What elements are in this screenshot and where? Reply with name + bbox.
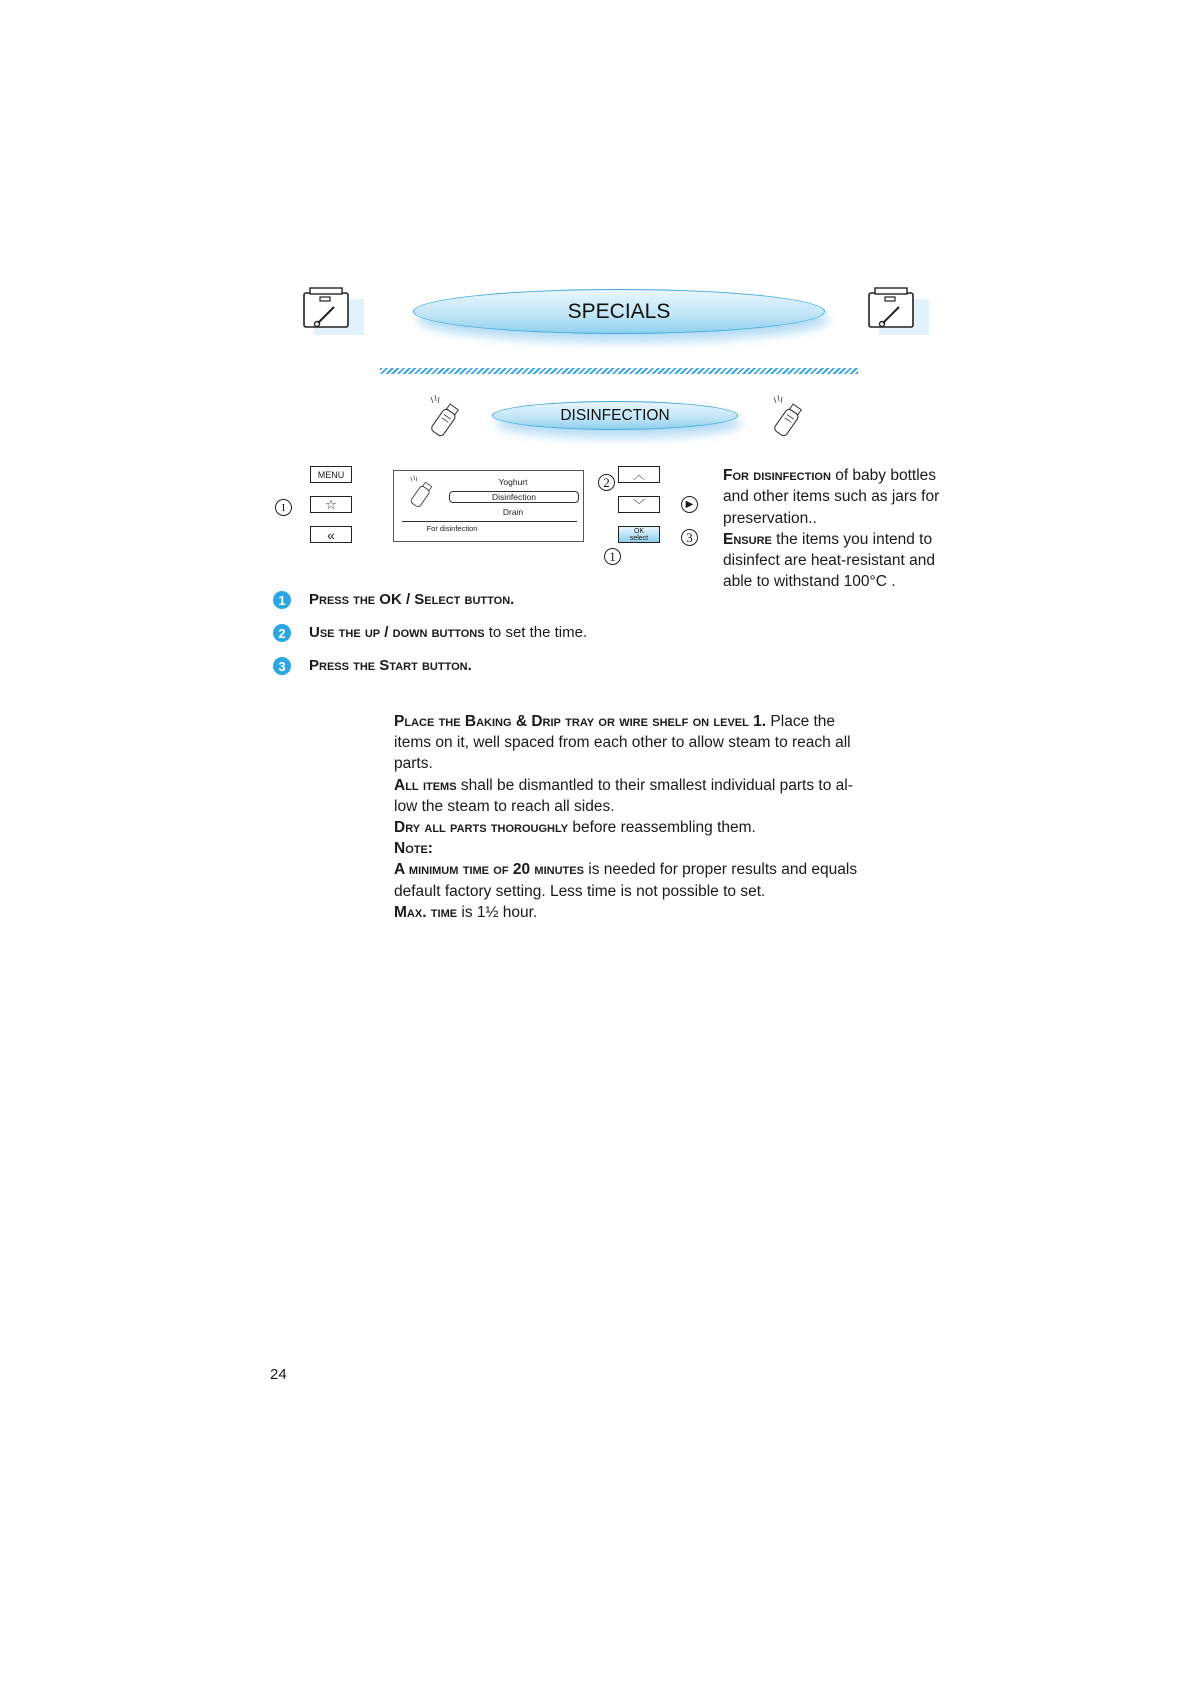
subsection-title-pill — [492, 401, 738, 430]
back-button[interactable] — [310, 526, 352, 543]
paragraph-dry: Dry all parts thoroughly before reassembling them. — [394, 819, 756, 837]
down-chevron-icon: ﹀ — [632, 498, 645, 512]
oven-wrench-icon — [300, 285, 370, 350]
side-note-ensure: Ensure — [723, 530, 772, 548]
spray-bottle-icon — [406, 475, 440, 511]
step-3-text: Press the Start button. — [309, 657, 472, 674]
star-icon: ☆ — [325, 496, 337, 512]
menu-item-yoghurt: Yoghurt — [498, 477, 528, 487]
callout-3: 3 — [681, 529, 698, 546]
step-1-text: Press the OK / Select button. — [309, 591, 515, 608]
section-title-pill — [413, 289, 825, 334]
up-chevron-icon: ︿ — [632, 468, 645, 482]
side-note — [723, 465, 948, 593]
step-badge-1: 1 — [273, 591, 291, 609]
paragraph-dismantle: All items shall be dismantled to their smallest individual parts to al-low the steam to reach all sides. — [394, 776, 853, 815]
paragraph-min-time: A minimum time of 20 minutes is needed for proper results and equals default factory setting. Less time is not possible to set. — [394, 861, 858, 900]
page-number: 24 — [270, 1366, 287, 1383]
favorite-button[interactable] — [310, 496, 352, 513]
start-button[interactable] — [681, 496, 698, 513]
paragraph-placement: Place the Baking & Drip tray or wire shelf on level 1. Place the items on it, well spaced from each other to allow steam to reach all parts. — [394, 713, 851, 773]
page-title: SPECIALS — [567, 299, 671, 323]
callout-1: 1 — [604, 548, 621, 565]
spray-bottle-icon — [768, 395, 812, 446]
section-subtitle: DISINFECTION — [560, 406, 670, 424]
side-note-lead-text: of baby bottles and other items such as jars for preservation.. — [723, 467, 940, 527]
menu-button[interactable]: MENU — [310, 466, 352, 483]
side-note-ensure-text: the items you intend to disinfect are heat-resistant and able to withstand 100°C . — [723, 530, 935, 591]
up-button[interactable] — [618, 466, 660, 483]
side-note-lead: For disinfection — [723, 467, 831, 484]
callout-2: 2 — [598, 474, 615, 491]
step-badge-2: 2 — [273, 624, 291, 642]
double-chevron-left-icon: « — [327, 526, 335, 543]
display-screen — [393, 470, 584, 542]
instructions-body — [394, 711, 874, 923]
screen-caption: For disinfection — [426, 524, 478, 533]
step-2-text: Use the up / down buttons to set the time. — [309, 624, 588, 641]
menu-item-disinfection-selected: Disinfection — [449, 491, 579, 503]
paragraph-max-time: Max. time is 1½ hour. — [394, 903, 538, 921]
down-button[interactable] — [618, 496, 660, 513]
oven-wrench-icon — [865, 285, 935, 350]
note-heading: Note: — [394, 840, 433, 858]
menu-item-drain: Drain — [502, 507, 524, 517]
play-circle-icon: ▶ — [685, 499, 694, 510]
ok-select-button[interactable]: OK select — [618, 526, 660, 543]
divider-hatch — [380, 368, 858, 374]
spray-bottle-icon — [425, 395, 469, 446]
power-marker: I — [275, 499, 292, 516]
screen-divider — [402, 521, 577, 522]
step-badge-3: 3 — [273, 657, 291, 675]
